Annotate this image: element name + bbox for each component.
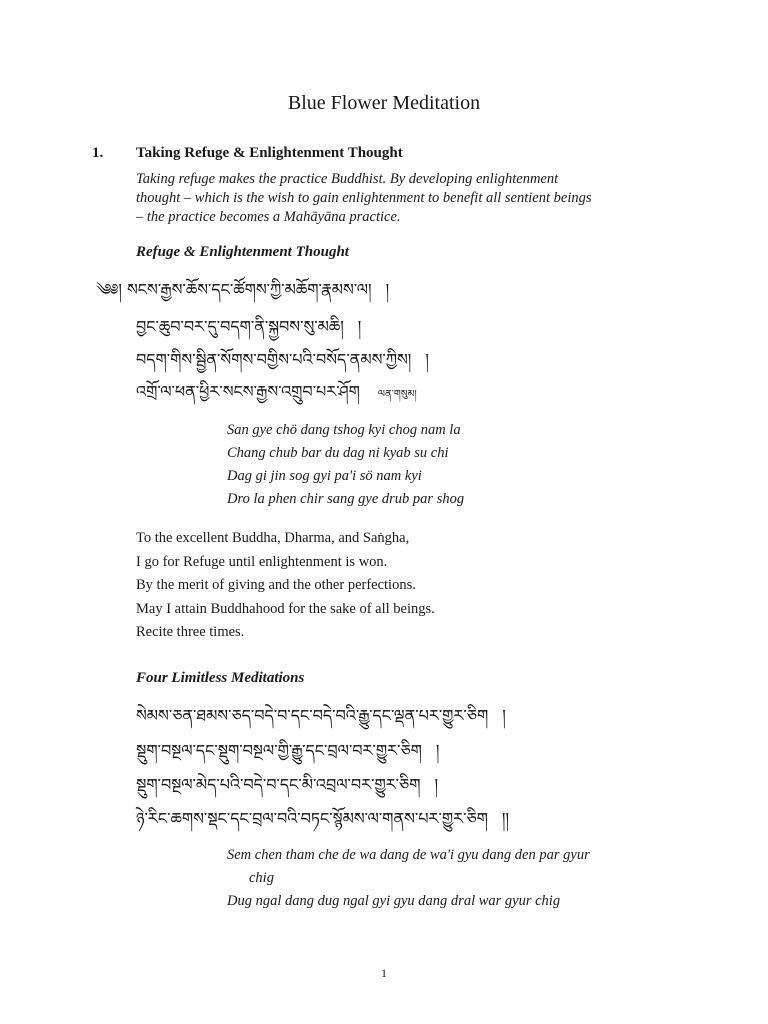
english-line: I go for Refuge until enlightenment is won.: [136, 553, 388, 570]
tibetan-shad: །: [502, 706, 506, 725]
tibetan-shad: །།: [501, 809, 509, 828]
transliteration-line: Sem chen tham che de wa dang de wa'i gyu dang den par gyur: [227, 847, 590, 863]
tibetan-text: སྡུག་བསྔལ་མེད་པའི་བདེ་བ་དང་མི་འབྲལ་བར་གྱུར་ཅིག: [136, 775, 421, 794]
page-number: 1: [381, 966, 387, 980]
section-number: 1.: [92, 145, 104, 161]
tibetan-shad: །: [425, 350, 429, 369]
intro-line: – the practice becomes a Mahāyāna practice.: [136, 209, 401, 225]
refuge-heading: Refuge & Enlightenment Thought: [136, 244, 349, 260]
tibetan-text: ཉེ་རིང་ཆགས་སྡང་དང་བྲལ་བའི་བཏང་སྙོམས་ལ་གནས་པར་གྱུར་ཅིག: [136, 809, 488, 828]
refuge-tibetan-line: [136, 374, 417, 419]
page-title: Blue Flower Meditation: [287, 92, 481, 114]
section-heading: [92, 145, 403, 162]
transliteration-line: Dag gi jin sog gyi pa'i sö nam kyi: [227, 468, 422, 484]
limitless-heading: Four Limitless Meditations: [136, 670, 305, 686]
tibetan-text: ༄༅། སངས་རྒྱས་ཆོས་དང་ཚོགས་ཀྱི་མཆོག་རྣམས་ལ།: [96, 280, 372, 299]
transliteration-line: Dro la phen chir sang gye drub par shog: [227, 491, 465, 507]
tibetan-recite-note: ལན་གསུམ།: [377, 389, 417, 400]
intro-line: Taking refuge makes the practice Buddhist. By developing enlightenment: [136, 171, 559, 187]
transliteration-line: San gye chö dang tshog kyi chog nam la: [227, 422, 461, 438]
english-line: By the merit of giving and the other perfections.: [136, 577, 416, 593]
tibetan-shad: །: [435, 741, 440, 760]
tibetan-text: སྡུག་བསྔལ་དང་སྡུག་བསྔལ་གྱི་རྒྱུ་དང་བྲལ་བར་གྱུར་ཅིག: [136, 741, 422, 760]
refuge-transliteration: [227, 419, 464, 511]
section-intro: [136, 170, 696, 227]
section-title: Taking Refuge & Enlightenment Thought: [136, 145, 403, 161]
limitless-tibetan-line: [136, 801, 509, 846]
english-line: To the excellent Buddha, Dharma, and Saṅgha,: [136, 530, 410, 546]
transliteration-line: chig: [249, 870, 274, 886]
tibetan-text: བྱང་ཆུབ་བར་དུ་བདག་ནི་སྐྱབས་སུ་མཆི།: [136, 317, 344, 336]
transliteration-line: Dug ngal dang dug ngal gyi gyu dang dral war gyur chig: [227, 893, 561, 909]
tibetan-shad: །: [357, 317, 362, 336]
transliteration-line: Chang chub bar du dag ni kyab su chi: [227, 445, 449, 461]
refuge-english: [136, 527, 435, 645]
english-line: Recite three times.: [136, 624, 245, 640]
tibetan-text: བདག་གིས་སྦྱིན་སོགས་བགྱིས་པའི་བསོད་ནམས་ཀྱིས།: [136, 350, 412, 369]
tibetan-text: སེམས་ཅན་ཐམས་ཅད་བདེ་བ་དང་བདེ་བའི་རྒྱུ་དང་ལྡན་པར་གྱུར་ཅིག: [136, 706, 489, 725]
intro-line: thought – which is the wish to gain enlightenment to benefit all sentient beings: [136, 190, 592, 206]
tibetan-text: འགྲོ་ལ་ཕན་ཕྱིར་སངས་རྒྱས་འགྲུབ་པར་ཤོག: [136, 382, 360, 401]
tibetan-shad: །: [434, 775, 439, 794]
limitless-transliteration: [227, 844, 590, 913]
tibetan-shad: །: [385, 280, 390, 299]
english-line: May I attain Buddhahood for the sake of all beings.: [136, 600, 435, 617]
